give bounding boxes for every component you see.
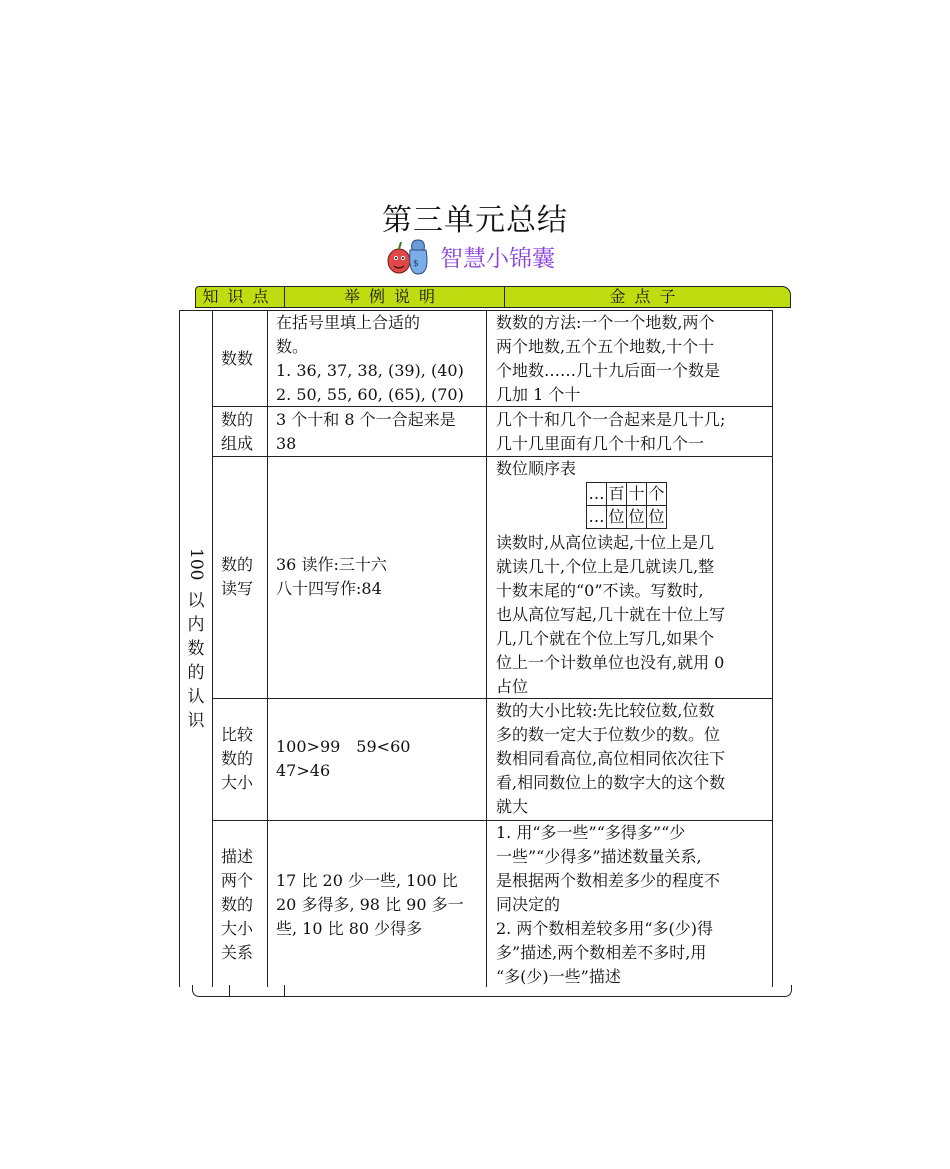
- subtitle: 智慧小锦囊: [440, 245, 555, 272]
- place-value-cell: 个: [647, 483, 667, 506]
- place-value-cell: 十: [627, 483, 647, 506]
- row-label-reading-writing: 数的 读写: [221, 555, 254, 598]
- row-label-compare: 比较 数的 大小: [221, 725, 254, 792]
- place-value-cell: …: [587, 483, 607, 506]
- svg-text:$: $: [413, 259, 419, 269]
- place-value-cell: 位: [607, 506, 627, 529]
- row-example-describe: 17 比 20 少一些, 100 比 20 多得多, 98 比 90 多一 些, 10 比 80 少得多: [276, 871, 464, 938]
- side-label-char: 认: [187, 687, 205, 707]
- footer-tick: [284, 985, 285, 996]
- side-label-char: 内: [187, 615, 205, 635]
- row-example-compare: 100>99 59<60 47>46: [276, 737, 411, 780]
- table-footer: [192, 985, 792, 997]
- side-label-char: 以: [187, 591, 205, 611]
- row-tip-reading-writing: 读数时,从高位读起,十位上是几 就读几十,个位上是几就读几,整 十数末尾的“0”不读。写数时, 也从高位写起,几十就在十位上写 几,几个就在个位上写几,如果个 位上一个计数单位也没有,就用 0 占位: [496, 533, 726, 696]
- row-example-composition: 3 个十和 8 个一合起来是 38: [276, 410, 456, 453]
- row-tip-composition: 几个十和几个一合起来是几十几; 几十几里面有几个十和几个一: [496, 410, 726, 453]
- side-label-char: 识: [187, 711, 205, 731]
- side-label-char: 的: [187, 663, 205, 683]
- side-category-label: [182, 545, 210, 733]
- row-tip-counting: 数数的方法:一个一个地数,两个 两个地数,五个五个地数,十个十 个地数……几十九后面一个数是 几加 1 个十: [496, 313, 721, 404]
- row-label-describe: 描述 两个 数的 大小 关系: [221, 847, 254, 962]
- header-tips: 金点子: [609, 287, 685, 306]
- table-header: [195, 286, 791, 308]
- row-example-counting: 在括号里填上合适的 数。 1. 36, 37, 38, (39), (40) 2. 50, 55, 60, (65), (70): [276, 313, 464, 404]
- subtitle-row: [386, 236, 555, 276]
- row-tip-describe: 1. 用“多一些”“多得多”“少 一些”“少得多”描述数量关系, 是根据两个数相差多少的程度不 同决定的 2. 两个数相差较多用“多(少)得 多”描述,两个数相差不多时,用 “多(少)一些”描述: [496, 823, 721, 986]
- row-label-composition: 数的 组成: [221, 410, 254, 453]
- place-value-table: [586, 482, 667, 529]
- footer-tick: [229, 985, 230, 996]
- row-example-reading-writing: 36 读作:三十六 八十四写作:84: [276, 555, 387, 598]
- place-value-cell: 位: [647, 506, 667, 529]
- side-label-char: 数: [187, 639, 205, 659]
- mascot-icon: [386, 236, 432, 276]
- header-knowledge-point: 知识点: [202, 287, 278, 306]
- page-title: 第三单元总结: [382, 203, 568, 238]
- place-value-cell: …: [587, 506, 607, 529]
- row-tip-compare: 数的大小比较:先比较位数,位数 多的数一定大于位数少的数。位 数相同看高位,高位相同依次往下 看,相同数位上的数字大的这个数 就大: [496, 701, 726, 816]
- place-value-cell: 百: [607, 483, 627, 506]
- side-label-number: 100: [186, 547, 206, 581]
- place-value-cell: 位: [627, 506, 647, 529]
- header-examples: 举例说明: [343, 287, 444, 306]
- place-value-table-title: 数位顺序表: [496, 459, 577, 478]
- row-label-counting: 数数: [221, 349, 254, 368]
